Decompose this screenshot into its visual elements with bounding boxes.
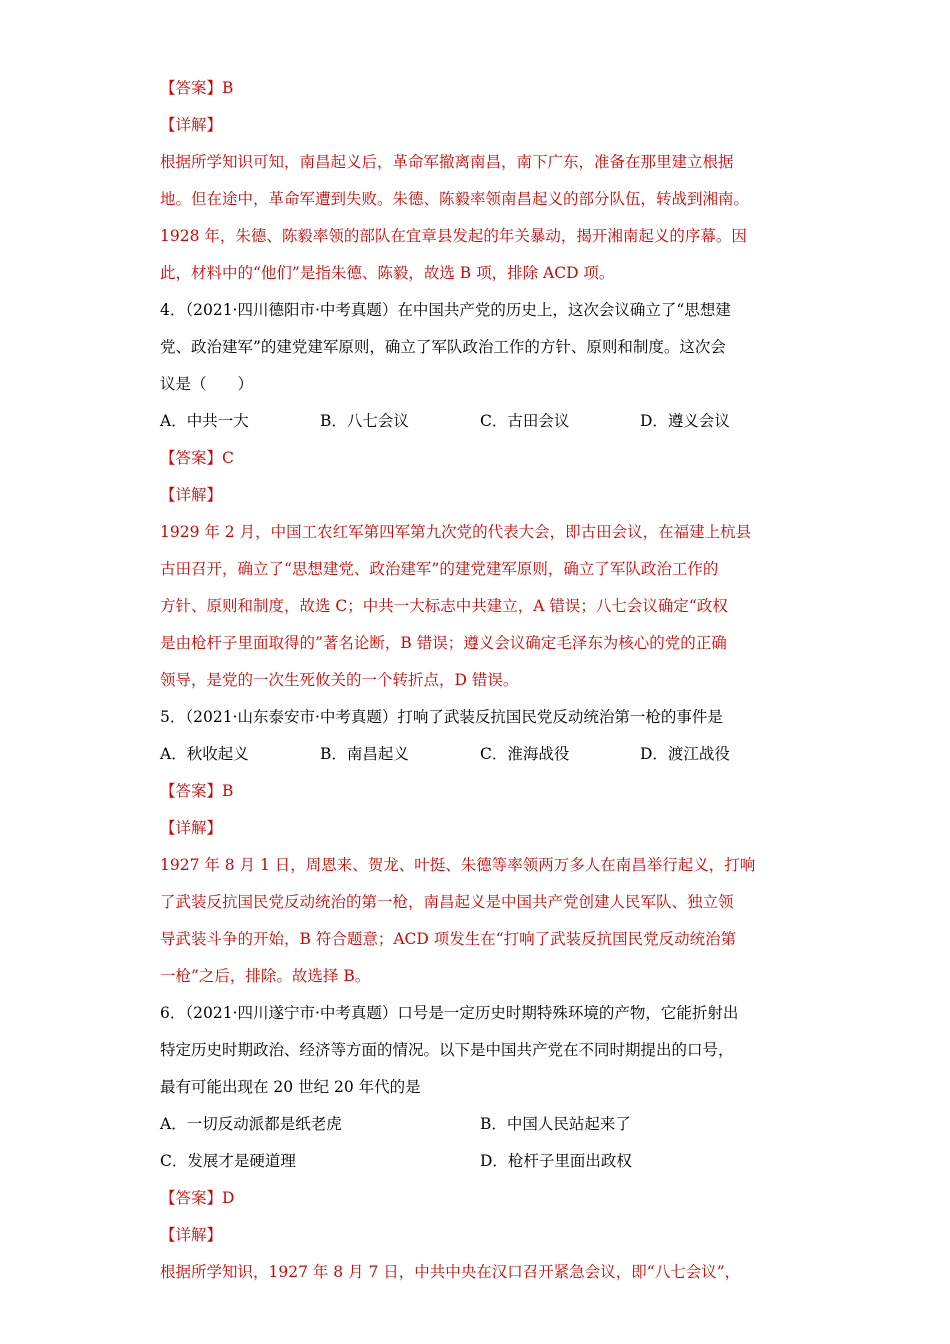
detail-label: 【详解】 [160, 116, 223, 134]
option-c: C．发展才是硬道理 [160, 1152, 296, 1170]
explanation-line: 古田召开，确立了“思想建党、政治建军”的建党建军原则，确立了军队政治工作的 [160, 560, 719, 578]
question-stem: 特定历史时期政治、经济等方面的情况。以下是中国共产党在不同时期提出的口号， [160, 1041, 734, 1059]
question-stem: 6．（2021·四川遂宁市·中考真题）口号是一定历史时期特殊环境的产物，它能折射出 [160, 1004, 739, 1022]
option-a: A．秋收起义 [160, 745, 249, 763]
option-b: B．八七会议 [320, 412, 409, 430]
answer-label: 【答案】C [160, 449, 234, 467]
explanation-line: 是由枪杆子里面取得的”著名论断，B 错误；遵义会议确定毛泽东为核心的党的正确 [160, 634, 727, 652]
question-stem: 党、政治建军”的建党建军原则，确立了军队政治工作的方针、原则和制度。这次会 [160, 338, 726, 356]
option-b: B．南昌起义 [320, 745, 409, 763]
answer-label: 【答案】D [160, 1189, 235, 1207]
option-row [160, 1106, 800, 1143]
option-d: D．渡江战役 [640, 745, 730, 763]
option-row [160, 1143, 800, 1180]
explanation-line: 此，材料中的“他们”是指朱德、陈毅，故选 B 项，排除 ACD 项。 [160, 264, 615, 282]
option-a: A．一切反动派都是纸老虎 [160, 1115, 342, 1133]
answer-label: 【答案】B [160, 782, 234, 800]
explanation-line: 1928 年，朱德、陈毅率领的部队在宜章县发起的年关暴动，揭开湘南起义的序幕。因 [160, 227, 747, 245]
option-c: C．古田会议 [480, 412, 570, 430]
question-stem: 4．（2021·四川德阳市·中考真题）在中国共产党的历史上，这次会议确立了“思想建 [160, 301, 731, 319]
option-row [160, 736, 800, 773]
explanation-line: 根据所学知识可知，南昌起义后，革命军撤离南昌，南下广东，准备在那里建立根据 [160, 153, 734, 171]
option-c: C．淮海战役 [480, 745, 570, 763]
explanation-line: 一枪”之后，排除。故选择 B。 [160, 967, 371, 985]
option-row [160, 403, 800, 440]
explanation-line: 方针、原则和制度，故选 C；中共一大标志中共建立，A 错误；八七会议确定“政权 [160, 597, 728, 615]
option-d: D．遵义会议 [640, 412, 730, 430]
detail-label: 【详解】 [160, 1226, 223, 1244]
detail-label: 【详解】 [160, 819, 223, 837]
answer-label: 【答案】B [160, 79, 234, 97]
page-content [160, 70, 800, 1291]
explanation-line: 1927 年 8 月 1 日，周恩来、贺龙、叶挺、朱德等率领两万多人在南昌举行起义，打响 [160, 856, 756, 874]
detail-label: 【详解】 [160, 486, 223, 504]
option-a: A．中共一大 [160, 412, 249, 430]
explanation-line: 领导，是党的一次生死攸关的一个转折点，D 错误。 [160, 671, 519, 689]
explanation-line: 了武装反抗国民党反动统治的第一枪，南昌起义是中国共产党创建人民军队、独立领 [160, 893, 734, 911]
question-stem: 最有可能出现在 20 世纪 20 年代的是 [160, 1078, 421, 1096]
option-b: B．中国人民站起来了 [480, 1115, 631, 1133]
explanation-line: 导武装斗争的开始，B 符合题意；ACD 项发生在“打响了武装反抗国民党反动统治第 [160, 930, 737, 948]
explanation-line: 1929 年 2 月，中国工农红军第四军第九次党的代表大会，即古田会议，在福建上杭县 [160, 523, 752, 541]
question-stem: 议是（ ） [160, 375, 254, 393]
question-stem: 5．（2021·山东泰安市·中考真题）打响了武装反抗国民党反动统治第一枪的事件是 [160, 708, 723, 726]
option-d: D．枪杆子里面出政权 [480, 1152, 632, 1170]
explanation-line: 地。但在途中，革命军遭到失败。朱德、陈毅率领南昌起义的部分队伍，转战到湘南。 [160, 190, 750, 208]
explanation-line: 根据所学知识，1927 年 8 月 7 日，中共中央在汉口召开紧急会议，即“八七会议”， [160, 1263, 741, 1281]
